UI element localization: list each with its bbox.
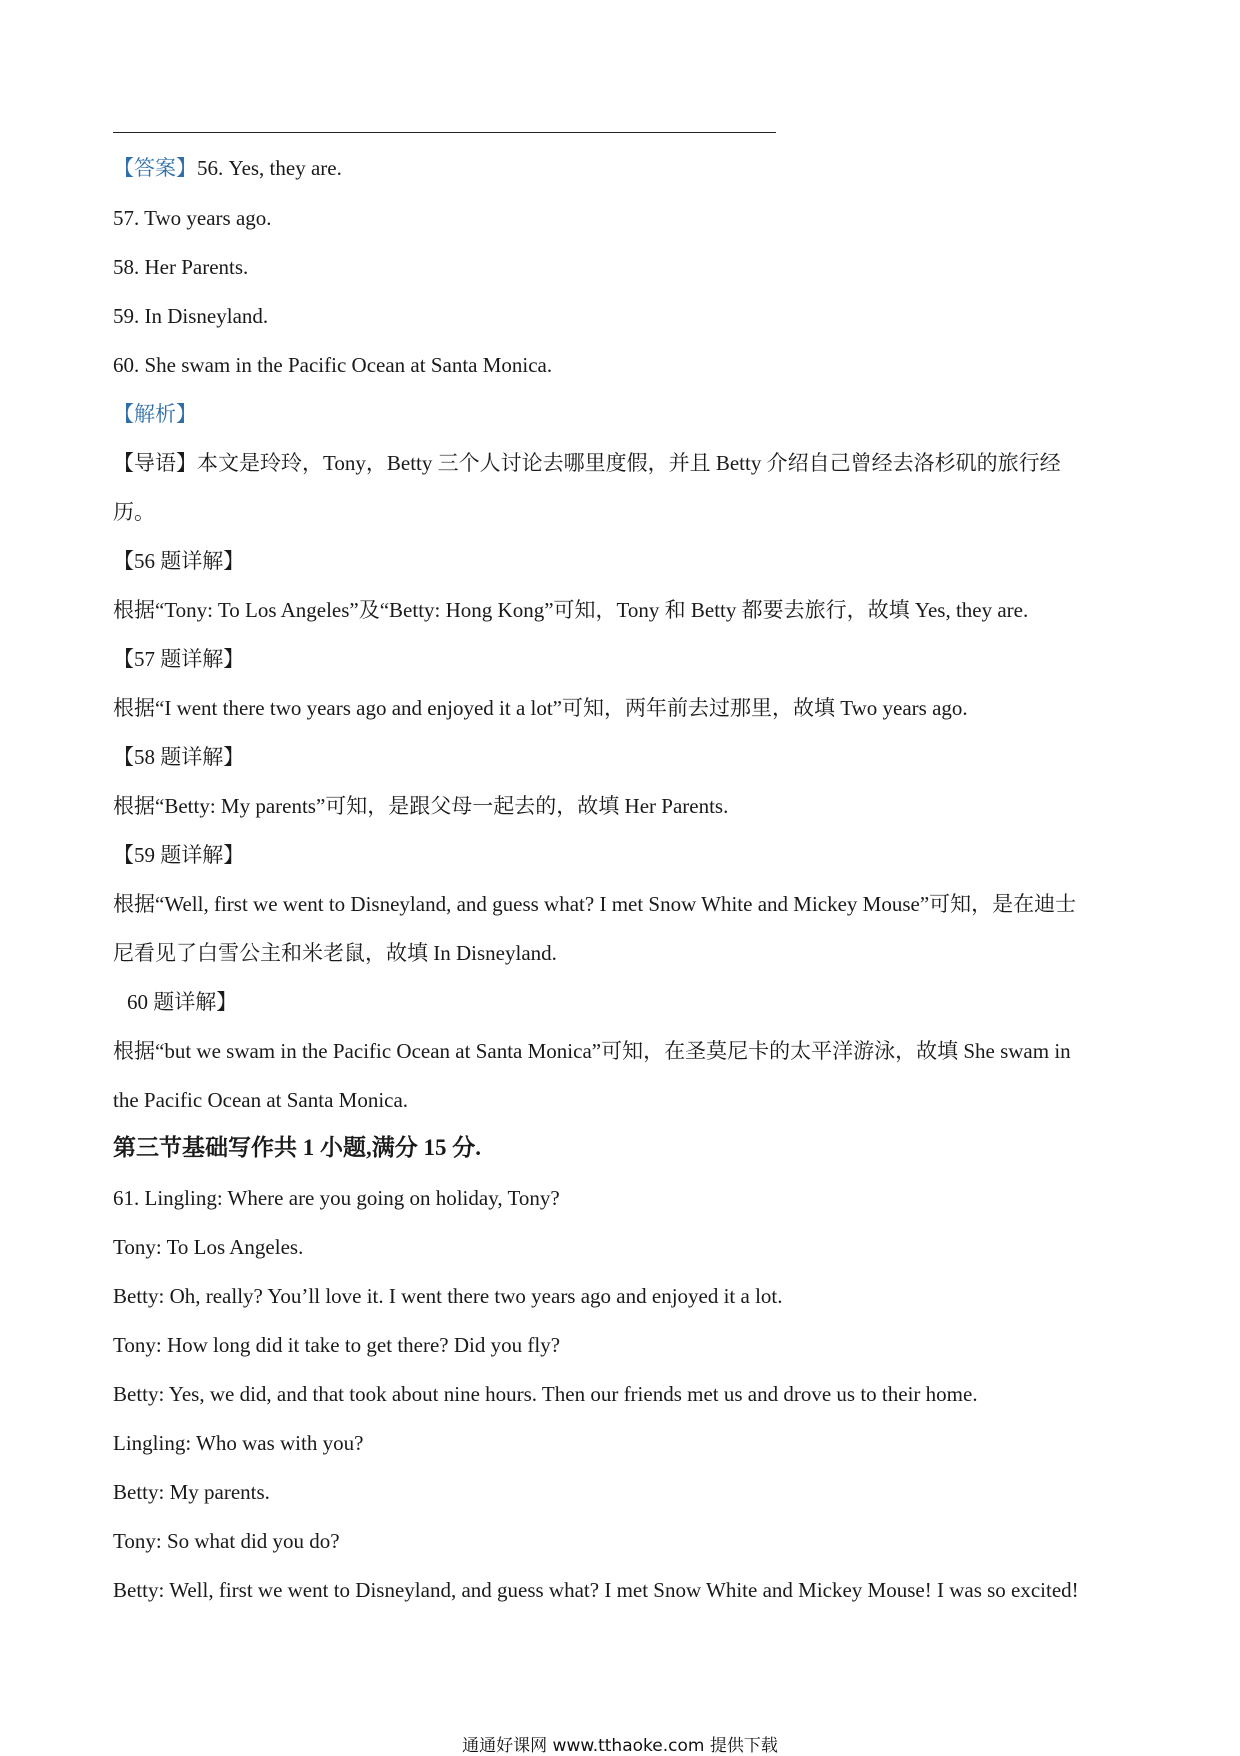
q60-text-line-1: 根据“but we swam in the Pacific Ocean at Santa Monica”可知，在圣莫尼卡的太平洋游泳，故填 She swam in	[113, 1039, 1071, 1063]
analysis-tag: 【解析】	[113, 402, 197, 426]
dialogue-line: Tony: To Los Angeles.	[113, 1235, 304, 1259]
answer-tag: 【答案】	[113, 156, 197, 180]
q59-title: 【59 题详解】	[113, 843, 245, 867]
dialogue-line: Betty: My parents.	[113, 1480, 270, 1504]
dialogue-line: Lingling: Who was with you?	[113, 1431, 364, 1455]
answer-60: 60. She swam in the Pacific Ocean at Santa Monica.	[113, 353, 553, 377]
dialogue-line: Betty: Yes, we did, and that took about nine hours. Then our friends met us and drove us to their home.	[113, 1382, 978, 1406]
dialogue-line: Tony: So what did you do?	[113, 1529, 340, 1553]
dialogue-line: Betty: Oh, really? You’ll love it. I went there two years ago and enjoyed it a lot.	[113, 1284, 783, 1308]
q60-text-line-2: the Pacific Ocean at Santa Monica.	[113, 1088, 409, 1112]
q58-title: 【58 题详解】	[113, 745, 245, 769]
dialogue-line: Betty: Well, first we went to Disneyland, and guess what? I met Snow White and Mickey Mouse! I was so excited!	[113, 1578, 1079, 1602]
q56-title: 【56 题详解】	[113, 549, 245, 573]
q58-text: 根据“Betty: My parents”可知，是跟父母一起去的，故填 Her Parents.	[113, 794, 729, 818]
dialogue-line: 61. Lingling: Where are you going on holiday, Tony?	[113, 1186, 560, 1210]
answer-56: 56. Yes, they are.	[197, 156, 342, 180]
intro-line-1: 【导语】本文是玲玲，Tony，Betty 三个人讨论去哪里度假，并且 Betty 介绍自己曾经去洛杉矶的旅行经	[113, 451, 1061, 475]
q59-text-line-2: 尼看见了白雪公主和米老鼠，故填 In Disneyland.	[113, 941, 557, 965]
answer-59: 59. In Disneyland.	[113, 304, 269, 328]
page-footer: 通通好课网 www.tthaoke.com 提供下载	[462, 1736, 778, 1756]
answer-line-56	[113, 155, 342, 181]
q59-text-line-1: 根据“Well, first we went to Disneyland, and guess what? I met Snow White and Mickey Mouse”可知，是在迪士	[113, 892, 1077, 916]
answer-57: 57. Two years ago.	[113, 206, 272, 230]
dialogue-line: Tony: How long did it take to get there? Did you fly?	[113, 1333, 561, 1357]
q57-title: 【57 题详解】	[113, 647, 245, 671]
q56-text: 根据“Tony: To Los Angeles”及“Betty: Hong Kong”可知，Tony 和 Betty 都要去旅行，故填 Yes, they are.	[113, 598, 1029, 622]
section3-heading: 第三节基础写作共 1 小题,满分 15 分.	[113, 1135, 481, 1160]
intro-line-2: 历。	[113, 500, 155, 524]
answer-58: 58. Her Parents.	[113, 255, 249, 279]
q60-title: 60 题详解】	[127, 990, 238, 1014]
top-rule	[113, 132, 776, 133]
q57-text: 根据“I went there two years ago and enjoyed it a lot”可知，两年前去过那里，故填 Two years ago.	[113, 696, 968, 720]
